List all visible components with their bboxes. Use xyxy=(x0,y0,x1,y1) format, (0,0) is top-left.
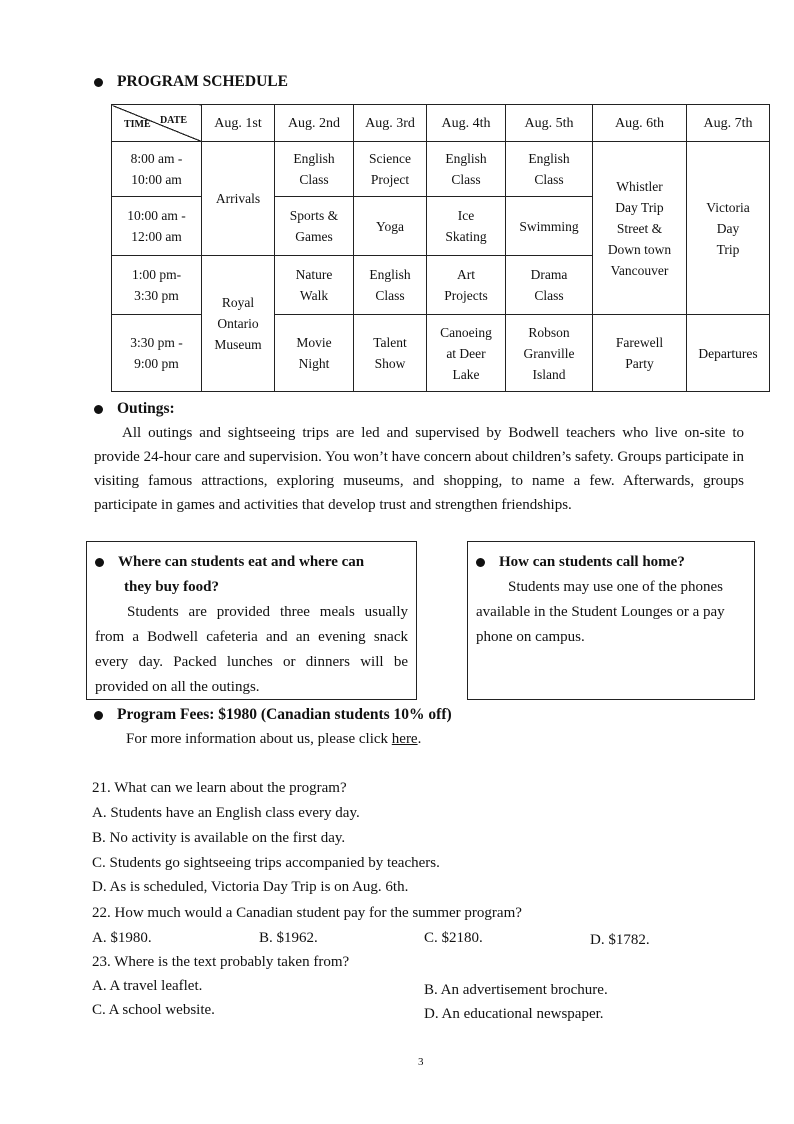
answer-option: B. An advertisement brochure. xyxy=(424,982,608,998)
activity-cell: Royal Ontario Museum xyxy=(202,256,275,392)
date-header: Aug. 7th xyxy=(687,105,770,142)
food-text: Students are provided three meals usually from a Bodwell cafeteria and an evening snack every day. Packed lunches or dinners will be provided on all the outings. xyxy=(95,604,408,695)
answer-option: C. $2180. xyxy=(424,930,483,946)
activity-cell: Farewell Party xyxy=(593,315,687,392)
activity-cell: Swimming xyxy=(506,197,593,256)
food-title xyxy=(95,550,408,575)
call-title xyxy=(476,550,746,575)
answer-option: B. No activity is available on the first day. xyxy=(92,830,346,846)
activity-cell: Canoeing at Deer Lake xyxy=(427,315,506,392)
activity-cell: English Class xyxy=(275,142,354,197)
activity-cell: English Class xyxy=(506,142,593,197)
answer-option: A. $1980. xyxy=(92,930,152,946)
outings-heading xyxy=(94,400,175,418)
activity-cell: Drama Class xyxy=(506,256,593,315)
outings-heading-text: Outings: xyxy=(117,400,175,417)
activity-cell: English Class xyxy=(354,256,427,315)
time-cell: 8:00 am - 10:00 am xyxy=(112,142,202,197)
page-number: 3 xyxy=(418,1056,424,1068)
activity-cell: Yoga xyxy=(354,197,427,256)
activity-cell: Victoria Day Trip xyxy=(687,142,770,315)
bullet-icon xyxy=(95,558,104,567)
call-text: Students may use one of the phones available in the Student Lounges or a pay phone on campus. xyxy=(476,579,725,645)
bullet-icon xyxy=(94,711,103,720)
question-21: 21. What can we learn about the program? xyxy=(92,780,347,796)
activity-cell: Nature Walk xyxy=(275,256,354,315)
fees-heading xyxy=(94,706,452,724)
food-title-line2: they buy food? xyxy=(124,579,220,595)
date-header: Aug. 6th xyxy=(593,105,687,142)
outings-paragraph: All outings and sightseeing trips are led and supervised by Bodwell teachers who live on-site to provide 24-hour care and supervision. You won’t have concern about children’s safety. Groups participate in visiting famous attractions, exploring museums, and shopping, to name a few. Afterwards, groups participate in games and activities that develop trust and strengthen friendships. xyxy=(94,425,744,513)
time-cell: 10:00 am - 12:00 am xyxy=(112,197,202,256)
date-header: Aug. 4th xyxy=(427,105,506,142)
fees-info xyxy=(126,731,421,748)
call-home-box xyxy=(467,541,755,700)
activity-cell: Departures xyxy=(687,315,770,392)
date-header: Aug. 3rd xyxy=(354,105,427,142)
call-title-text: How can students call home? xyxy=(499,554,685,570)
answer-option: A. Students have an English class every day. xyxy=(92,805,360,821)
activity-cell: Whistler Day Trip Street & Down town Vancouver xyxy=(593,142,687,315)
time-cell: 1:00 pm- 3:30 pm xyxy=(112,256,202,315)
fees-heading-text: Program Fees: $1980 (Canadian students 10% off) xyxy=(117,706,452,723)
schedule-row xyxy=(112,142,770,197)
activity-cell: English Class xyxy=(427,142,506,197)
question-22: 22. How much would a Canadian student pay for the summer program? xyxy=(92,905,522,921)
schedule-heading xyxy=(94,73,288,91)
answer-option: D. $1782. xyxy=(590,932,650,948)
corner-cell xyxy=(112,105,202,142)
answer-option: B. $1962. xyxy=(259,930,318,946)
date-header: Aug. 2nd xyxy=(275,105,354,142)
schedule-heading-text: PROGRAM SCHEDULE xyxy=(117,73,288,90)
here-link[interactable]: here xyxy=(391,731,418,747)
food-box xyxy=(86,541,417,700)
food-title-line1: Where can students eat and where can xyxy=(118,554,365,570)
date-header: Aug. 5th xyxy=(506,105,593,142)
answer-option: C. Students go sightseeing trips accompanied by teachers. xyxy=(92,855,440,871)
answer-option: C. A school website. xyxy=(92,1002,215,1018)
activity-cell: Ice Skating xyxy=(427,197,506,256)
schedule-header-row xyxy=(112,105,770,142)
bullet-icon xyxy=(476,558,485,567)
schedule-table xyxy=(111,104,770,392)
date-header: Aug. 1st xyxy=(202,105,275,142)
activity-cell: Movie Night xyxy=(275,315,354,392)
corner-date-label: DATE xyxy=(159,115,187,126)
activity-cell: Talent Show xyxy=(354,315,427,392)
activity-cell: Science Project xyxy=(354,142,427,197)
corner-time-label: TIME xyxy=(124,119,151,130)
activity-cell: Sports & Games xyxy=(275,197,354,256)
answer-option: D. An educational newspaper. xyxy=(424,1006,604,1022)
fees-info-suffix: . xyxy=(417,731,422,747)
question-23: 23. Where is the text probably taken from? xyxy=(92,954,350,970)
activity-cell: Art Projects xyxy=(427,256,506,315)
activity-cell: Arrivals xyxy=(202,142,275,256)
time-cell: 3:30 pm - 9:00 pm xyxy=(112,315,202,392)
activity-cell: Robson Granville Island xyxy=(506,315,593,392)
bullet-icon xyxy=(94,78,103,87)
bullet-icon xyxy=(94,405,103,414)
fees-info-prefix: For more information about us, please click xyxy=(126,731,392,747)
answer-option: D. As is scheduled, Victoria Day Trip is on Aug. 6th. xyxy=(92,879,409,895)
answer-option: A. A travel leaflet. xyxy=(92,978,203,994)
